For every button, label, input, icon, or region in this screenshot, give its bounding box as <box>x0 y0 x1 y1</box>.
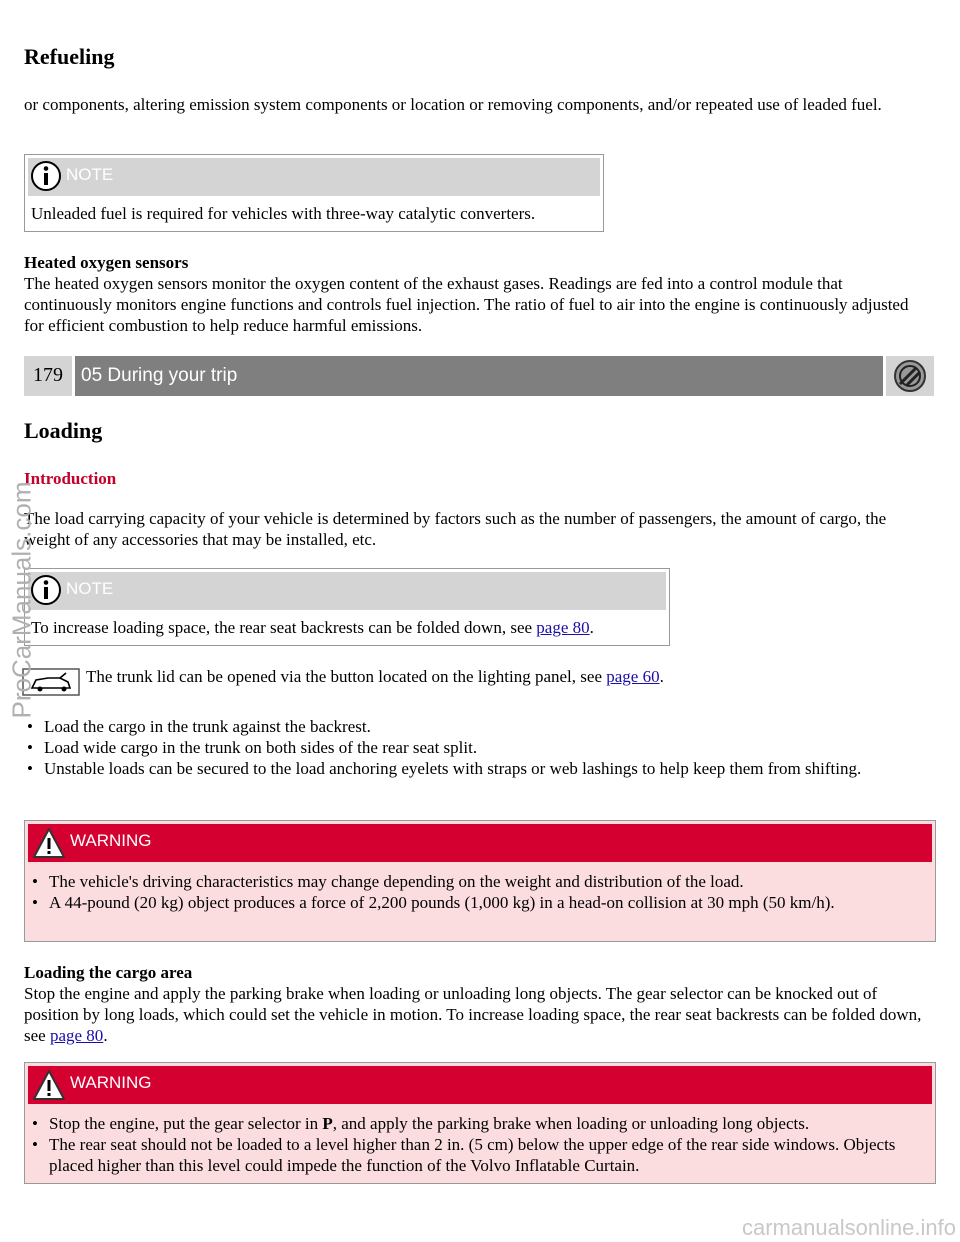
warning-box-parking <box>24 1062 936 1184</box>
subhead-oxygen-sensors: Heated oxygen sensors <box>24 253 189 272</box>
cargo-text: Stop the engine and apply the parking brake when loading or unloading long objects. The gear selector can be knocked out of position by long loads, which could set the vehicle in motion. To increase loading space, the rear seat backrests can be folded down, see <box>24 984 922 1045</box>
warning-body <box>25 1107 935 1182</box>
side-watermark-text: ProCarManuals.com <box>6 481 37 719</box>
list-item-text: Unstable loads can be secured to the load anchoring eyelets with straps or web lashings to help keep them from shifting. <box>44 759 862 778</box>
note-box-unleaded <box>24 154 604 232</box>
oxygen-sensors-paragraph: The heated oxygen sensors monitor the oxygen content of the exhaust gases. Readings are fed into a control module that continuously monitors engine functions and controls fuel injection. The ratio of fuel to air into the engine is continuously adjusted for efficient combustion to help reduce harmful emissions. <box>24 274 909 335</box>
list-item: • The vehicle's driving characteristics may change depending on the weight and distribution of the load. <box>29 871 929 892</box>
warning-header <box>28 1066 932 1104</box>
note-label: NOTE <box>66 165 114 184</box>
page-number: 179 <box>24 356 72 396</box>
chapter-title: 05 During your trip <box>75 356 883 396</box>
subhead-introduction: Introduction <box>24 469 117 488</box>
note-text: To increase loading space, the rear seat backrests can be folded down, see page 80. <box>31 618 594 637</box>
link-page-80-cargo[interactable]: page 80 <box>49 1026 104 1045</box>
warning-header <box>28 824 932 862</box>
link-page-60[interactable]: page 60 <box>606 667 660 686</box>
introduction-paragraph: The load carrying capacity of your vehicle is determined by factors such as the number of passengers, the amount of cargo, the weight of any accessories that may be installed, etc. <box>24 509 887 549</box>
gear-p-label: P <box>322 1114 333 1133</box>
note-header <box>28 158 600 196</box>
note-label: NOTE <box>66 579 114 598</box>
warning-text: , and apply the parking brake when loading or unloading long objects. <box>332 1114 810 1133</box>
loading-bullet-list <box>24 716 924 779</box>
list-item: • Load wide cargo in the trunk on both sides of the rear seat split. <box>24 737 924 758</box>
note-header <box>28 572 666 610</box>
section-title-refueling: Refueling <box>24 44 115 69</box>
list-item: • The rear seat should not be loaded to a level higher than 2 in. (5 cm) below the upper edge of the rear side windows. Objects placed higher than this level could impede the function of the Volvo Inflatable Curtain. <box>29 1134 929 1176</box>
bottom-watermark: carmanualsonline.info <box>741 1215 956 1240</box>
list-item: • Load the cargo in the trunk against the backrest. <box>24 716 924 737</box>
chapter-icon-box <box>886 356 934 396</box>
warning-box-driving <box>24 820 936 942</box>
list-item: • A 44-pound (20 kg) object produces a force of 2,200 pounds (1,000 kg) in a head-on collision at 30 mph (50 km/h). <box>29 892 929 913</box>
warning-text: Stop the engine, put the gear selector in <box>49 1114 323 1133</box>
warning-list <box>29 871 929 913</box>
chapter-bar <box>24 356 934 396</box>
list-item <box>24 758 924 779</box>
trunk-text: The trunk lid can be opened via the button located on the lighting panel, see <box>86 667 607 686</box>
note-box-loading-space <box>24 568 670 646</box>
warning-triangle-icon <box>32 1069 66 1101</box>
note-text: Unleaded fuel is required for vehicles with three-way catalytic converters. <box>31 204 536 223</box>
list-item <box>29 1113 929 1134</box>
warning-triangle-icon <box>32 827 66 859</box>
note-text-content: To increase loading space, the rear seat backrests can be folded down, see <box>31 618 537 637</box>
warning-label: WARNING <box>70 1073 152 1092</box>
subhead-loading-cargo: Loading the cargo area <box>24 963 193 982</box>
section-title-loading: Loading <box>24 418 103 443</box>
link-page-80[interactable]: page 80 <box>536 618 590 637</box>
warning-label: WARNING <box>70 831 152 850</box>
warning-list <box>29 1113 929 1176</box>
cargo-paragraph: Stop the engine and apply the parking brake when loading or unloading long objects. The gear selector can be knocked out of position by long loads, which could set the vehicle in motion. To increase loading space, the rear seat backrests can be folded down, see page 80. <box>24 984 922 1045</box>
warning-body <box>25 865 935 919</box>
steering-road-icon <box>886 356 934 396</box>
trunk-lid-paragraph: The trunk lid can be opened via the button located on the lighting panel, see page 60. <box>86 667 664 686</box>
info-icon <box>30 160 62 192</box>
refueling-paragraph: or components, altering emission system components or location or removing components, and/or repeated use of leaded fuel. <box>24 95 882 114</box>
side-watermark <box>2 470 42 730</box>
